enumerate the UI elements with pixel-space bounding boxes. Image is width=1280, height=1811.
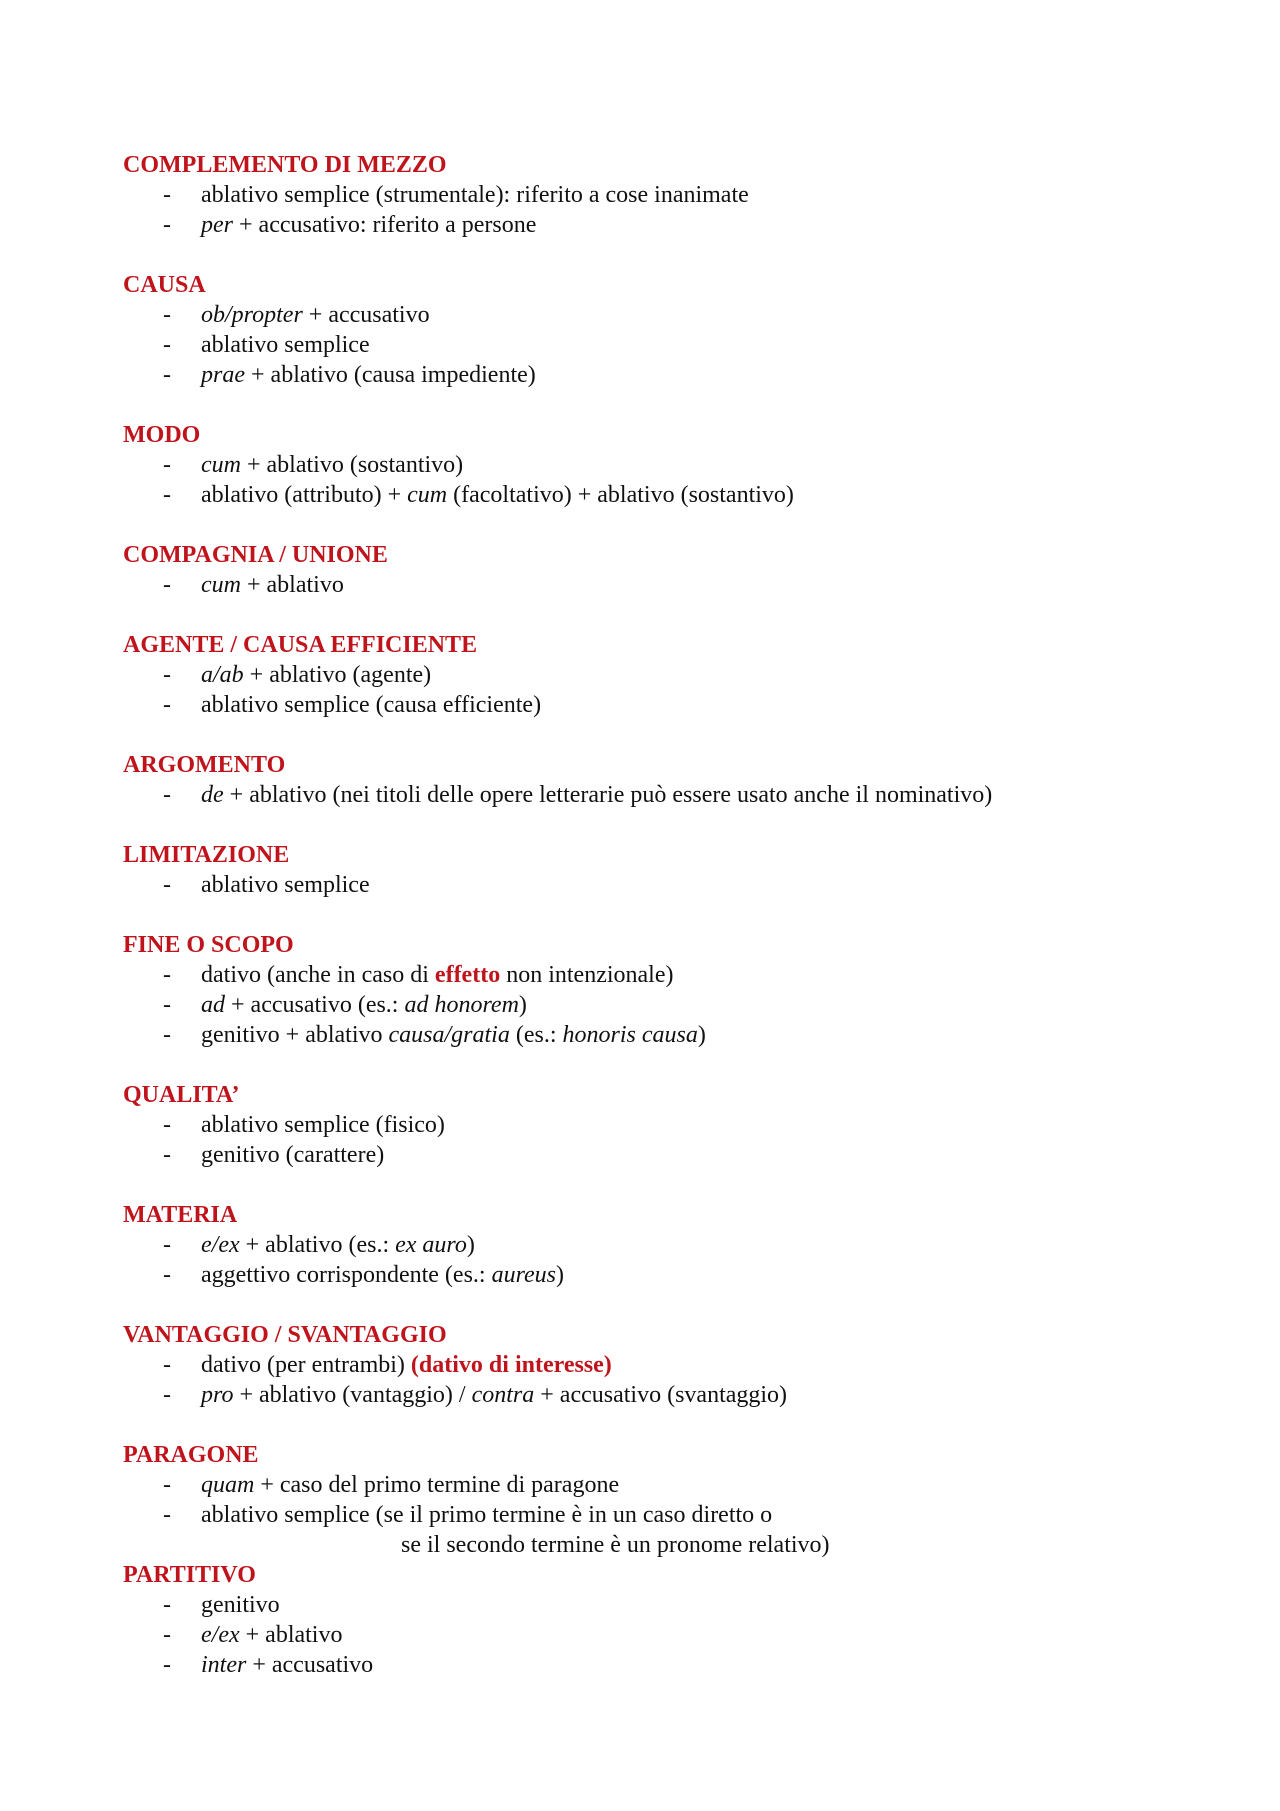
list-dash: - xyxy=(163,1142,171,1168)
latin-term: ad honorem xyxy=(404,992,519,1018)
item-text: ablativo semplice (fisico) xyxy=(201,1112,445,1138)
list-item xyxy=(123,780,1163,810)
item-text: non intenzionale) xyxy=(500,962,674,988)
latin-term: honoris causa xyxy=(562,1022,698,1048)
item-text: (es.: xyxy=(509,1022,563,1048)
item-text: + ablativo (es.: xyxy=(239,1232,396,1258)
list-dash: - xyxy=(163,782,171,808)
item-text: + ablativo (causa impediente) xyxy=(245,362,536,388)
section-heading: COMPLEMENTO DI MEZZO xyxy=(123,152,447,178)
item-text: genitivo (carattere) xyxy=(201,1142,385,1168)
list-dash: - xyxy=(163,962,171,988)
list-dash: - xyxy=(163,1652,171,1678)
item-text: ablativo semplice (se il primo termine è in un caso diretto o xyxy=(201,1502,773,1528)
list-item xyxy=(123,1650,1163,1680)
latin-term: ob/propter xyxy=(201,302,303,328)
list-dash: - xyxy=(163,572,171,598)
list-dash: - xyxy=(163,662,171,688)
section-paragone xyxy=(123,1440,1163,1560)
item-text: dativo (anche in caso di xyxy=(201,962,435,988)
section-heading: VANTAGGIO / SVANTAGGIO xyxy=(123,1322,447,1348)
latin-term: inter xyxy=(201,1652,247,1678)
latin-term: causa/gratia xyxy=(388,1022,510,1048)
list-item-continuation xyxy=(123,1530,1163,1560)
list-dash: - xyxy=(163,1262,171,1288)
list-dash: - xyxy=(163,1232,171,1258)
list-item xyxy=(123,480,1163,510)
section-complemento-di-mezzo xyxy=(123,150,1163,240)
highlight-text: effetto xyxy=(434,962,501,988)
item-text: se il secondo termine è un pronome relativo) xyxy=(401,1532,830,1558)
section-heading: MATERIA xyxy=(123,1202,238,1228)
list-dash: - xyxy=(163,362,171,388)
highlight-text: (dativo di interesse) xyxy=(410,1352,612,1378)
item-text: ablativo (attributo) + xyxy=(201,482,408,508)
section-heading: FINE O SCOPO xyxy=(123,932,294,958)
item-text: ) xyxy=(697,1022,706,1048)
item-text: + caso del primo termine di paragone xyxy=(254,1472,620,1498)
item-text: + accusativo (svantaggio) xyxy=(534,1382,788,1408)
latin-term: per xyxy=(201,212,233,238)
latin-term: aureus xyxy=(491,1262,557,1288)
list-item xyxy=(123,1590,1163,1620)
item-text: (facoltativo) + ablativo (sostantivo) xyxy=(447,482,794,508)
section-compagnia-unione xyxy=(123,540,1163,600)
item-text: ablativo semplice (strumentale): riferito a cose inanimate xyxy=(201,182,749,208)
list-dash: - xyxy=(163,1352,171,1378)
list-dash: - xyxy=(163,482,171,508)
list-dash: - xyxy=(163,1592,171,1618)
list-item xyxy=(123,1020,1163,1050)
list-item xyxy=(123,570,1163,600)
list-dash: - xyxy=(163,302,171,328)
item-text: ) xyxy=(556,1262,565,1288)
list-dash: - xyxy=(163,872,171,898)
list-item xyxy=(123,960,1163,990)
list-item xyxy=(123,1260,1163,1290)
list-item xyxy=(123,180,1163,210)
latin-term: contra xyxy=(471,1382,535,1408)
list-item xyxy=(123,1110,1163,1140)
item-text: genitivo xyxy=(201,1592,280,1618)
latin-term: e/ex xyxy=(201,1622,240,1648)
latin-term: quam xyxy=(201,1472,255,1498)
list-dash: - xyxy=(163,1502,171,1528)
item-text: + accusativo (es.: xyxy=(225,992,405,1018)
latin-term: e/ex xyxy=(201,1232,240,1258)
section-argomento xyxy=(123,750,1163,810)
list-item xyxy=(123,1620,1163,1650)
section-heading: PARTITIVO xyxy=(123,1562,256,1588)
item-text: + accusativo xyxy=(246,1652,374,1678)
list-item xyxy=(123,660,1163,690)
list-item xyxy=(123,330,1163,360)
item-text: + ablativo (agente) xyxy=(243,662,432,688)
section-heading: COMPAGNIA / UNIONE xyxy=(123,542,388,568)
section-limitazione xyxy=(123,840,1163,900)
list-dash: - xyxy=(163,992,171,1018)
section-heading: QUALITA’ xyxy=(123,1082,240,1108)
list-item xyxy=(123,870,1163,900)
item-text: + accusativo: riferito a persone xyxy=(233,212,537,238)
list-item xyxy=(123,1500,1163,1530)
section-heading: PARAGONE xyxy=(123,1442,259,1468)
section-heading: ARGOMENTO xyxy=(123,752,286,778)
item-text: + ablativo xyxy=(240,572,344,598)
item-text: dativo (per entrambi) xyxy=(201,1352,411,1378)
item-text: + ablativo (sostantivo) xyxy=(240,452,464,478)
latin-term: de xyxy=(201,782,224,808)
section-materia xyxy=(123,1200,1163,1290)
section-heading: AGENTE / CAUSA EFFICIENTE xyxy=(123,632,478,658)
list-item xyxy=(123,210,1163,240)
section-fine-o-scopo xyxy=(123,930,1163,1050)
list-item xyxy=(123,1470,1163,1500)
list-dash: - xyxy=(163,452,171,478)
item-text: ) xyxy=(518,992,527,1018)
latin-term: cum xyxy=(201,452,241,478)
list-dash: - xyxy=(163,692,171,718)
list-dash: - xyxy=(163,1472,171,1498)
latin-term: prae xyxy=(201,362,245,388)
list-dash: - xyxy=(163,1022,171,1048)
latin-term: ex auro xyxy=(395,1232,467,1258)
list-item xyxy=(123,1140,1163,1170)
list-dash: - xyxy=(163,1382,171,1408)
document-content xyxy=(123,150,1163,1710)
list-item xyxy=(123,300,1163,330)
section-modo xyxy=(123,420,1163,510)
item-text: ablativo semplice (causa efficiente) xyxy=(201,692,542,718)
list-item xyxy=(123,450,1163,480)
item-text: + accusativo xyxy=(302,302,430,328)
item-text: + ablativo xyxy=(239,1622,343,1648)
section-vantaggio-svantaggio xyxy=(123,1320,1163,1410)
section-heading: LIMITAZIONE xyxy=(123,842,290,868)
section-partitivo xyxy=(123,1560,1163,1680)
item-text: ) xyxy=(466,1232,475,1258)
list-dash: - xyxy=(163,1112,171,1138)
section-qualita xyxy=(123,1080,1163,1170)
item-text: genitivo + ablativo xyxy=(201,1022,389,1048)
item-text: ablativo semplice xyxy=(201,872,370,898)
item-text: + ablativo (nei titoli delle opere letterarie può essere usato anche il nominativo) xyxy=(223,782,993,808)
list-item xyxy=(123,360,1163,390)
list-item xyxy=(123,690,1163,720)
list-item xyxy=(123,1380,1163,1410)
item-text: aggettivo corrispondente (es.: xyxy=(201,1262,492,1288)
item-text: ablativo semplice xyxy=(201,332,370,358)
section-heading: MODO xyxy=(123,422,201,448)
latin-term: ad xyxy=(201,992,225,1018)
latin-term: a/ab xyxy=(201,662,244,688)
item-text: + ablativo (vantaggio) / xyxy=(233,1382,472,1408)
list-dash: - xyxy=(163,1622,171,1648)
list-dash: - xyxy=(163,212,171,238)
section-heading: CAUSA xyxy=(123,272,206,298)
section-causa xyxy=(123,270,1163,390)
latin-term: pro xyxy=(201,1382,234,1408)
section-agente-causa-efficiente xyxy=(123,630,1163,720)
list-item xyxy=(123,1350,1163,1380)
list-dash: - xyxy=(163,332,171,358)
latin-term: cum xyxy=(407,482,448,508)
list-item xyxy=(123,990,1163,1020)
latin-term: cum xyxy=(201,572,241,598)
list-dash: - xyxy=(163,182,171,208)
list-item xyxy=(123,1230,1163,1260)
